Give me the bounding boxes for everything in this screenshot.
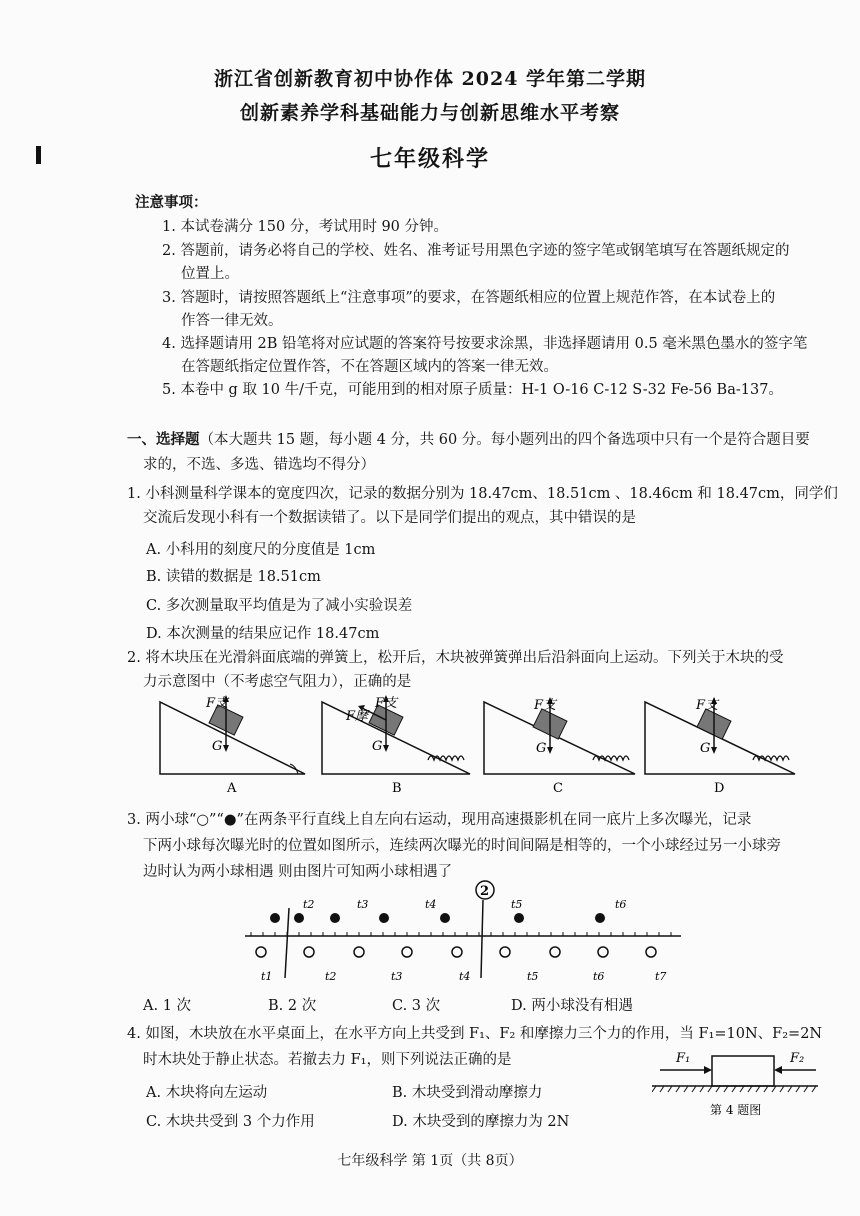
q4-stem-line1: 4. 如图，木块放在水平桌面上，在水平方向上共受到 F₁、F₂ 和摩擦力三个力的作用，当 F₁=10N、F₂=2N <box>127 1026 823 1042</box>
note-1: 1. 本试卷满分 150 分，考试用时 90 分钟。 <box>162 219 449 235</box>
notes-heading: 注意事项： <box>135 194 208 211</box>
q1-option-d: D. 本次测量的结果应记作 18.47cm <box>146 626 380 642</box>
q4-figure-caption: 第 4 题图 <box>710 1103 762 1117</box>
q1-option-c: C. 多次测量取平均值是为了减小实验误差 <box>146 598 413 614</box>
q2-figure-c <box>484 697 635 796</box>
q2-label-a: A <box>227 781 237 796</box>
q4-block <box>712 1056 774 1086</box>
q2-figure-b <box>322 695 470 796</box>
note-3-cont: 作答一律无效。 <box>181 313 283 329</box>
filled-ball <box>440 913 450 923</box>
q3-top-label-5: t5 <box>511 898 523 911</box>
q3-top-label-4: t4 <box>425 898 437 911</box>
q2-label-c: C <box>553 781 563 796</box>
hollow-ball <box>646 947 656 957</box>
section1-desc-cont: 求的，不选、多选、错选均不得分） <box>143 457 375 473</box>
q2-figures <box>150 694 810 798</box>
section1-desc: （本大题共 15 题，每小题 4 分，共 60 分。每小题列出的四个备选项中只有一个是符合题目要 <box>199 432 810 448</box>
note-2: 2. 答题前，请务必将自己的学校、姓名、准考证号用黑色字迹的签字笔或钢笔填写在答题纸规定的 <box>162 243 790 259</box>
q3-top-label-3: t3 <box>357 898 369 911</box>
q3-figure <box>245 870 685 988</box>
filled-ball <box>330 913 340 923</box>
q1-stem-line2: 交流后发现小科有一个数据读错了。以下是同学们提出的观点，其中错误的是 <box>143 510 636 526</box>
subject-title: 七年级科学 <box>369 146 490 172</box>
filled-ball <box>514 913 524 923</box>
q2-c-gravity-label: G <box>536 741 547 756</box>
note-2-cont: 位置上。 <box>181 266 239 282</box>
filled-ball <box>294 913 304 923</box>
q2-b-support-label: F支 <box>375 696 398 711</box>
q1-stem-line1: 1. 小科测量科学课本的宽度四次，记录的数据分别为 18.47cm、18.51cm 、18.46cm 和 18.47cm，同学们 <box>127 486 838 502</box>
q4-f1-label: F₁ <box>676 1051 691 1066</box>
q2-stem-line2: 力示意图中（不考虑空气阻力），正确的是 <box>143 674 412 690</box>
q2-d-gravity-label: G <box>700 741 711 756</box>
exam-title-line1: 浙江省创新教育初中协作体 2024 学年第二学期 <box>213 68 647 90</box>
hollow-ball <box>304 947 314 957</box>
q3-option-c: C. 3 次 <box>392 998 441 1014</box>
q3-bottom-label-3: t3 <box>391 970 403 983</box>
hollow-ball <box>402 947 412 957</box>
q4-option-c: C. 木块共受到 3 个力作用 <box>146 1114 315 1130</box>
q2-label-b: B <box>392 781 402 796</box>
hollow-ball <box>500 947 510 957</box>
q2-figure-d <box>645 697 795 796</box>
filled-ball <box>379 913 389 923</box>
q3-option-b: B. 2 次 <box>268 998 317 1014</box>
section1-header <box>127 430 810 450</box>
q2-b-gravity-label: G <box>372 739 383 754</box>
q3-stem-line2: 下两小球每次曝光时的位置如图所示，连续两次曝光的时间间隔是相等的，一个小球经过另一小球旁 <box>143 838 781 854</box>
q2-b-friction-label: F摩 <box>346 709 369 724</box>
q2-label-d: D <box>714 781 725 796</box>
q3-bottom-label-1: t1 <box>261 970 273 983</box>
q2-stem-line1: 2. 将木块压在光滑斜面底端的弹簧上，松开后，木块被弹簧弹出后沿斜面向上运动。下列关于木块的受 <box>127 650 784 666</box>
q3-handwritten-mark: 2 <box>480 884 490 899</box>
q3-top-label-2: t2 <box>303 898 315 911</box>
hollow-ball <box>354 947 364 957</box>
q3-option-a: A. 1 次 <box>143 998 192 1014</box>
hollow-ball <box>598 947 608 957</box>
q2-a-support-label: F支 <box>206 696 229 711</box>
exam-title-line2: 创新素养学科基础能力与创新思维水平考察 <box>239 102 620 124</box>
note-4-cont: 在答题纸指定位置作答，不在答题区域内的答案一律无效。 <box>181 359 558 375</box>
q2-d-support-label: F支 <box>696 698 719 713</box>
q3-bottom-label-7: t7 <box>655 970 667 983</box>
q3-option-d: D. 两小球没有相遇 <box>511 998 633 1014</box>
q3-top-label-6: t6 <box>615 898 627 911</box>
q3-stem-line3: 边时认为两小球相遇 则由图片可知两小球相遇了 <box>143 864 453 880</box>
q2-figure-a <box>160 695 305 796</box>
q2-a-gravity-label: G <box>212 739 223 754</box>
q3-bottom-label-2: t2 <box>325 970 337 983</box>
q1-option-b: B. 读错的数据是 18.51cm <box>146 569 321 585</box>
filled-ball <box>595 913 605 923</box>
q3-bottom-label-4: t4 <box>459 970 471 983</box>
q1-option-a: A. 小科用的刻度尺的分度值是 1cm <box>146 542 376 558</box>
hollow-ball <box>452 947 462 957</box>
q3-bottom-label-6: t6 <box>593 970 605 983</box>
q4-option-b: B. 木块受到滑动摩擦力 <box>392 1085 543 1101</box>
q2-c-support-label: F支 <box>534 698 557 713</box>
note-4: 4. 选择题请用 2B 铅笔将对应试题的答案符号按要求涂黑，非选择题请用 0.5 毫米黑色墨水的签字笔 <box>162 336 808 352</box>
hollow-ball <box>550 947 560 957</box>
q3-stem-line1: 3. 两小球“○”“●”在两条平行直线上自左向右运动，现用高速摄影机在同一底片上多次曝光，记录 <box>127 812 752 828</box>
filled-ball <box>270 913 280 923</box>
q4-option-a: A. 木块将向左运动 <box>146 1085 268 1101</box>
page-footer: 七年级科学 第 1页（共 8页） <box>337 1153 523 1169</box>
q4-figure <box>652 1048 822 1120</box>
q4-option-d: D. 木块受到的摩擦力为 2N <box>392 1114 570 1130</box>
note-3: 3. 答题时，请按照答题纸上“注意事项”的要求，在答题纸相应的位置上规范作答，在本试卷上的 <box>162 290 776 306</box>
section1-title: 一、选择题 <box>127 431 200 448</box>
q4-f2-label: F₂ <box>790 1051 805 1066</box>
note-5: 5. 本卷中 g 取 10 牛/千克，可能用到的相对原子质量：H-1 O-16 C-12 S-32 Fe-56 Ba-137。 <box>162 382 783 398</box>
q3-hollow-balls <box>256 947 656 957</box>
q3-bottom-label-5: t5 <box>527 970 539 983</box>
q3-filled-balls <box>270 913 605 923</box>
hollow-ball <box>256 947 266 957</box>
q4-stem-line2: 时木块处于静止状态。若撤去力 F₁，则下列说法正确的是 <box>143 1052 512 1068</box>
